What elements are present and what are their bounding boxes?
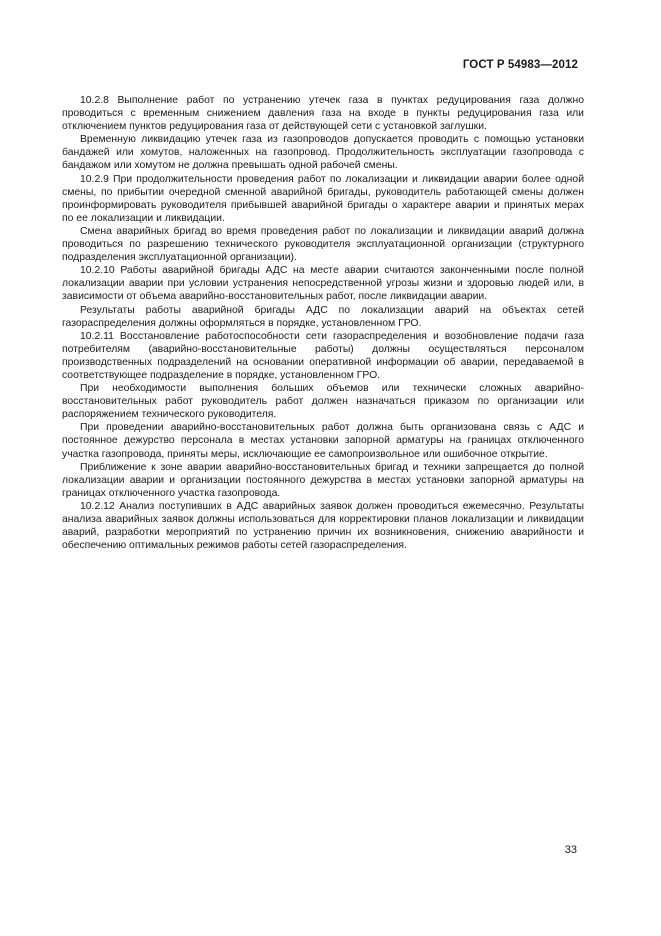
page-number: 33: [564, 844, 577, 856]
document-body: [62, 94, 584, 552]
paragraph-10-2-12: 10.2.12 Анализ поступивших в АДС аварийных заявок должен проводиться ежемесячно. Результаты анализа аварийных заявок должны использоваться для корректировки планов локализации и ликвидации аварий, разработки мероприятий по устранению причин их возникновения, снижению аварийности и обеспечению оптимальных режимов работы сетей газораспределения.: [62, 500, 584, 552]
paragraph-brigade-shift-change: Смена аварийных бригад во время проведения работ по локализации и ликвидации аварий должна проводиться по разрешению технического руководителя эксплуатационной организации (структурного подразделения эксплуатационной организации).: [62, 225, 584, 264]
paragraph-10-2-11: 10.2.11 Восстановление работоспособности сети газораспределения и возобновление подачи газа потребителям (аварийно-восстановительные работы) должны осуществляться персоналом производственных подразделений на основании оперативной информации об аварии, передаваемой в соответствующее подразделение в порядке, установленном ГРО.: [62, 330, 584, 381]
paragraph-10-2-8: 10.2.8 Выполнение работ по устранению утечек газа в пунктах редуцирования газа должно проводиться с временным снижением давления газа на входе в пункты редуцирования газа или отключением пунктов редуцирования газа от действующей сети с установкой заглушки.: [62, 95, 584, 133]
paragraph-access-restriction: Приближение к зоне аварии аварийно-восстановительных бригад и техники запрещается до полной локализации аварии и организации постоянного дежурства в местах установки запорной арматуры на границах отключенного участка газопровода.: [62, 461, 584, 499]
paragraph-communication-duty: При проведении аварийно-восстановительных работ должна быть организована связь с АДС и постоянное дежурство персонала в местах установки запорной арматуры на границах отключенного участка газопровода, приняты меры, исключающие ее самопроизвольное или ошибочное открытие.: [62, 422, 584, 460]
paragraph-10-2-10: 10.2.10 Работы аварийной бригады АДС на месте аварии считаются законченными после полной локализации аварии при условии устранения непосредственной угрозы жизни и здоровью людей или, в зависимости от объема аварийно-восстановительных работ, после ликвидации аварии.: [62, 265, 584, 303]
paragraph-complex-works: При необходимости выполнения больших объемов или технически сложных аварийно-восстановительных работ руководитель работ должен назначаться приказом по организации или распоряжением технического руководителя.: [62, 383, 584, 421]
document-header: ГОСТ Р 54983—2012: [462, 59, 578, 71]
paragraph-temporary-leak-repair: Временную ликвидацию утечек газа из газопроводов допускается проводить с помощью установки бандажей или хомутов, наложенных на газопровод. Продолжительность эксплуатации газопровода с бандажом или хомутом не должна превышать одной рабочей смены.: [62, 134, 584, 172]
paragraph-10-2-9: 10.2.9 При продолжительности проведения работ по локализации и ликвидации аварии более одной смены, по прибытии очередной сменной аварийной бригады, руководитель работающей смены должен проинформировать руководителя прибывшей аварийной бригады о характере аварии и принятых мерах по ее локализации и ликвидации.: [62, 173, 584, 224]
paragraph-work-results: Результаты работы аварийной бригады АДС по локализации аварий на объектах сетей газораспределения должны оформляться в порядке, установленном ГРО.: [62, 304, 584, 329]
